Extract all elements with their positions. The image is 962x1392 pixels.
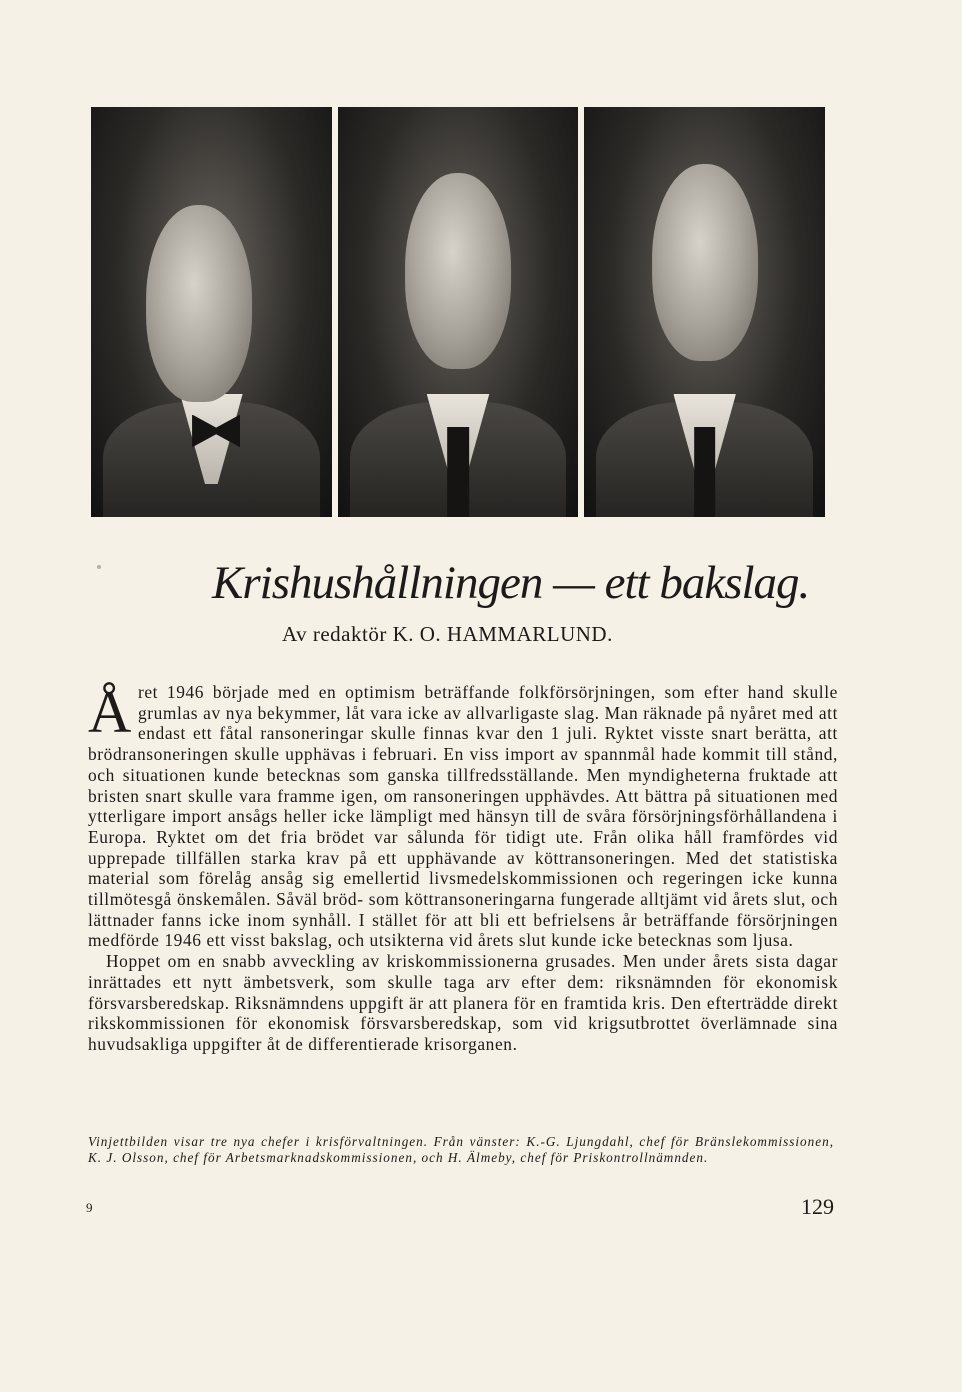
signature-mark: 9	[86, 1200, 93, 1215]
vignette-photos	[91, 107, 825, 517]
portrait-ljungdahl	[91, 107, 332, 517]
page-number: 129	[801, 1194, 834, 1219]
necktie	[694, 427, 716, 517]
article-paragraph-1: Året 1946 började med en optimism beträffande folkförsörjningen, som efter hand skulle grumlas av nya bekymmer, låt vara icke av allvarligaste slag. Man räknade på nyåret med att endast ett fåtal ransoneringar skulle finnas kvar den 1 juli. Ryktet visste snart berätta, att brödransoneringen skulle upphävas i februari. En viss import av spannmål hade kommit till stånd, och situationen kunde betecknas som ganska tillfredsställande. Men myndigheterna fruktade att bristen snart skulle vara framme igen, om ransoneringen upphävdes. Att bättra på situationen med ytterligare import ansågs heller icke lämpligt med hänsyn till de svåra försörjningsförhållandena i Europa. Ryktet om det fria brödet var sålunda för tidigt ute. Från olika håll framfördes vid upprepade tillfällen starka krav på ett upphävande av köttransoneringen. Med det statistiska material som förelåg ansåg sig emellertid livsmedelskommissionen och regeringen icke kunna tillmötesgå önskemålen. Såväl bröd- som köttransoneringarna fungerade alltjämt vid årets slut, och lättnader fanns icke inom synhåll. I stället för att bli ett befrielsens år beträffande försörjningen medförde 1946 ett visst bakslag, och utsikterna vid årets slut kunde icke betecknas som ljusa.	[88, 679, 838, 951]
portrait-almeby	[584, 107, 825, 517]
article-paragraph-2: Hoppet om en snabb avveckling av kriskommissionerna grusades. Men under årets sista dagar inrättades ett nytt ämbetsverk, som skulle taga arv efter dem: riksnämnden för ekonomisk försvarsberedskap. Riksnämndens uppgift är att planera för en framtida kris. Den efterträdde direkt rikskommissionen för ekonomisk försvarsberedskap, som vid krigsutbrottet överlämnade sina huvudsakliga uppgifter åt de differentierade krisorganen.	[88, 951, 838, 1054]
article-byline: Av redaktör K. O. HAMMARLUND.	[282, 622, 613, 646]
portrait-face	[405, 173, 511, 370]
portrait-olsson	[338, 107, 579, 517]
portrait-face	[652, 164, 758, 361]
article-body	[88, 679, 838, 1055]
necktie	[447, 427, 469, 517]
article-title: Krishushållningen — ett bakslag.	[212, 557, 810, 609]
paper-speck	[97, 565, 101, 569]
portrait-face	[146, 205, 252, 402]
photo-caption: Vinjettbilden visar tre nya chefer i krisförvaltningen. Från vänster: K.-G. Ljungdahl, chef för Bränslekommissionen, K. J. Olsson, chef för Arbetsmarknadskommissionen, och H. Älmeby, chef för Priskontrollnämnden.	[88, 1134, 834, 1165]
